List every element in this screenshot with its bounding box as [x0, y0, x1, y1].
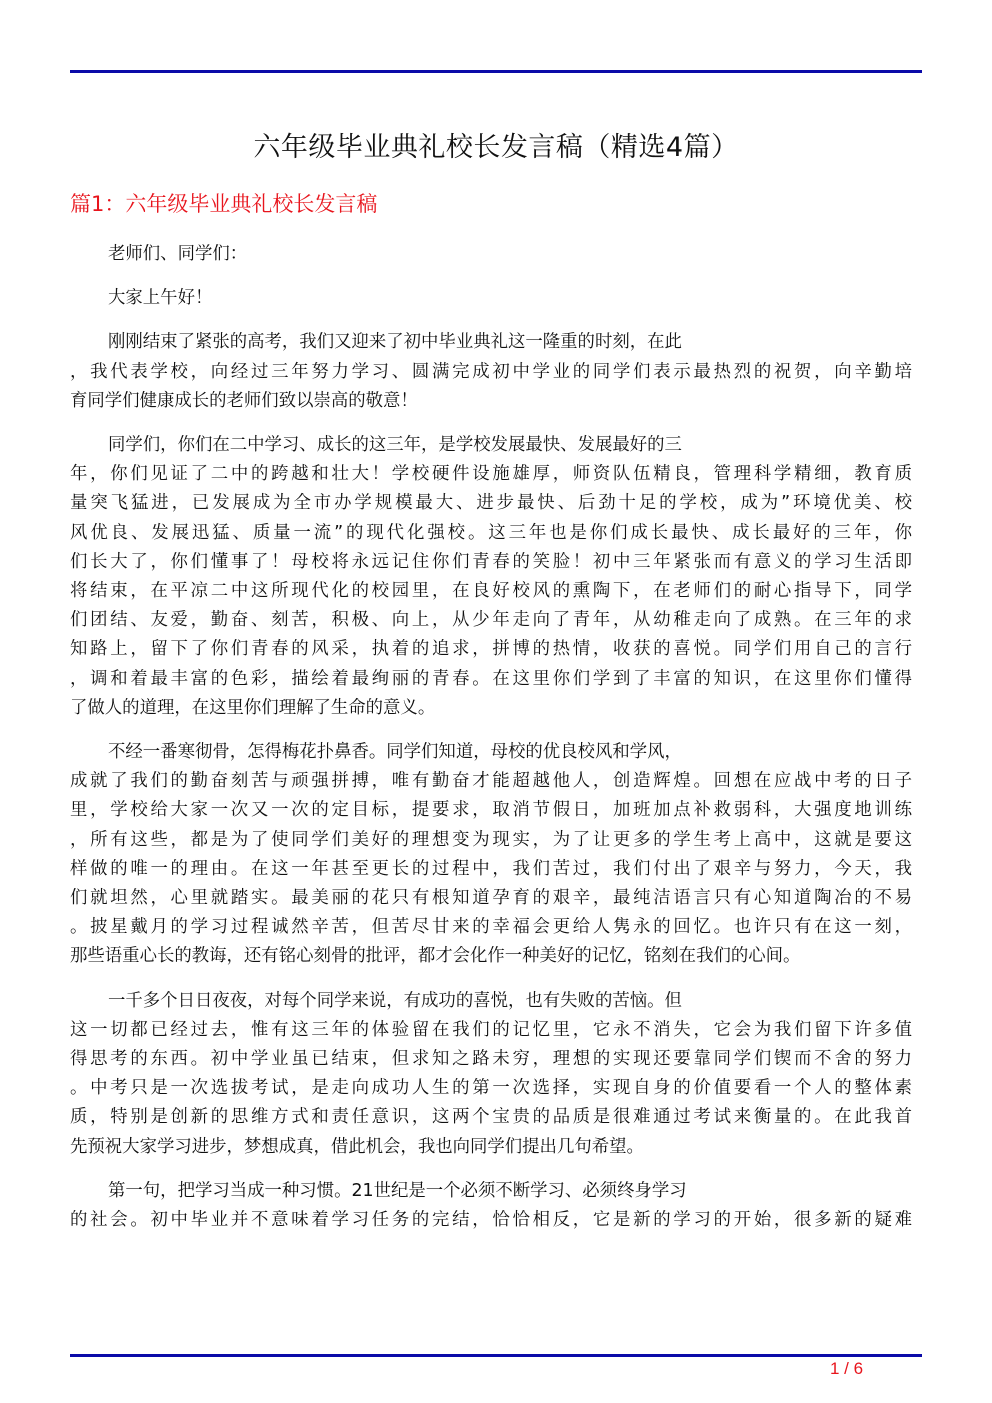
- text-line: 成就了我们的勤奋刻苦与顽强拼搏，唯有勤奋才能超越他人，创造辉煌。回想在应战中考的日子: [70, 771, 912, 792]
- text-line: 育同学们健康成长的老师们致以崇高的敬意！: [70, 390, 418, 411]
- document-title: 六年级毕业典礼校长发言稿（精选4篇）: [253, 132, 739, 163]
- paragraph: [70, 987, 912, 1162]
- paragraph-salutation: [70, 284, 912, 313]
- text-line: 这一切都已经过去，惟有这三年的体验留在我们的记忆里，它永不消失，它会为我们留下许多值: [70, 1019, 912, 1040]
- text-line: 们长大了，你们懂事了！母校将永远记住你们青春的笑脸！初中三年紧张而有意义的学习生活即: [70, 551, 912, 572]
- footer-rule: [70, 1354, 922, 1357]
- text-line: 了做人的道理，在这里你们理解了生命的意义。: [70, 697, 436, 718]
- paragraph: [70, 738, 912, 972]
- text-line: 同学们，你们在二中学习、成长的这三年，是学校发展最快、发展最好的三: [108, 435, 682, 456]
- text-line: ，调和着最丰富的色彩，描绘着最绚丽的青春。在这里你们学到了丰富的知识，在这里你们懂得: [70, 668, 912, 689]
- text-line: 老师们、同学们：: [108, 244, 248, 264]
- text-line: 们就坦然，心里就踏实。最美丽的花只有根知道孕育的艰辛，最纯洁语言只有心知道陶冶的不易: [70, 888, 912, 909]
- text-line: 第一句，把学习当成一种习惯。21世纪是一个必须不断学习、必须终身学习: [108, 1180, 687, 1201]
- text-line: 刚刚结束了紧张的高考，我们又迎来了初中毕业典礼这一隆重的时刻，在此: [108, 332, 682, 353]
- text-line: 的社会。初中毕业并不意味着学习任务的完结，恰恰相反，它是新的学习的开始，很多新的疑难: [70, 1210, 912, 1231]
- text-line: 里，学校给大家一次又一次的定目标，提要求，取消节假日，加班加点补救弱科，大强度地训练: [70, 800, 912, 821]
- text-line: ，所有这些，都是为了使同学们美好的理想变为现实，为了让更多的学生考上高中，这就是要这: [70, 829, 912, 850]
- text-line: 那些语重心长的教诲，还有铭心刻骨的批评，都才会化作一种美好的记忆，铭刻在我们的心间。: [70, 946, 801, 967]
- text-line: 样做的唯一的理由。在这一年甚至更长的过程中，我们苦过，我们付出了艰辛与努力，今天，我: [70, 858, 912, 879]
- paragraph: [70, 328, 912, 416]
- text-line: 将结束，在平凉二中这所现代化的校园里，在良好校风的熏陶下，在老师们的耐心指导下，同学: [70, 581, 912, 602]
- text-line: 大家上午好！: [108, 288, 213, 309]
- paragraph: [70, 1177, 912, 1235]
- text-line: ，我代表学校，向经过三年努力学习、圆满完成初中学业的同学们表示最热烈的祝贺，向辛勤培: [70, 361, 912, 382]
- text-line: 一千多个日日夜夜，对每个同学来说，有成功的喜悦，也有失败的苦恼。但: [108, 990, 682, 1011]
- page-number: 1 / 6: [830, 1359, 864, 1378]
- text-line: 风优良、发展迅猛、质量一流”的现代化强校。这三年也是你们成长最快、成长最好的三年，你: [70, 522, 912, 543]
- document-body: [70, 240, 912, 1250]
- header-rule: [70, 70, 922, 73]
- text-line: 不经一番寒彻骨，怎得梅花扑鼻香。同学们知道，母校的优良校风和学风，: [108, 742, 682, 763]
- text-line: 。披星戴月的学习过程诚然辛苦，但苦尽甘来的幸福会更给人隽永的回忆。也许只有在这一刻，: [70, 917, 912, 938]
- section-heading: 篇1：六年级毕业典礼校长发言稿: [70, 192, 378, 216]
- text-line: 得思考的东西。初中学业虽已结束，但求知之路未穷，理想的实现还要靠同学们锲而不舍的努力: [70, 1049, 912, 1070]
- text-line: 质，特别是创新的思维方式和责任意识，这两个宝贵的品质是很难通过考试来衡量的。在此我首: [70, 1107, 912, 1128]
- text-line: 。中考只是一次选拔考试，是走向成功人生的第一次选择，实现自身的价值要看一个人的整体素: [70, 1078, 912, 1099]
- paragraph-greeting: [70, 240, 912, 269]
- text-line: 知路上，留下了你们青春的风采，执着的追求，拼博的热情，收获的喜悦。同学们用自己的言行: [70, 639, 912, 660]
- text-line: 量突飞猛进，已发展成为全市办学规模最大、进步最快、后劲十足的学校，成为”环境优美、校: [70, 493, 912, 514]
- text-line: 们团结、友爱，勤奋、刻苦，积极、向上，从少年走向了青年，从幼稚走向了成熟。在三年的求: [70, 610, 912, 631]
- paragraph: [70, 431, 912, 723]
- text-line: 年，你们见证了二中的跨越和壮大！学校硬件设施雄厚，师资队伍精良，管理科学精细，教育质: [70, 464, 912, 485]
- text-line: 先预祝大家学习进步，梦想成真，借此机会，我也向同学们提出几句希望。: [70, 1136, 644, 1157]
